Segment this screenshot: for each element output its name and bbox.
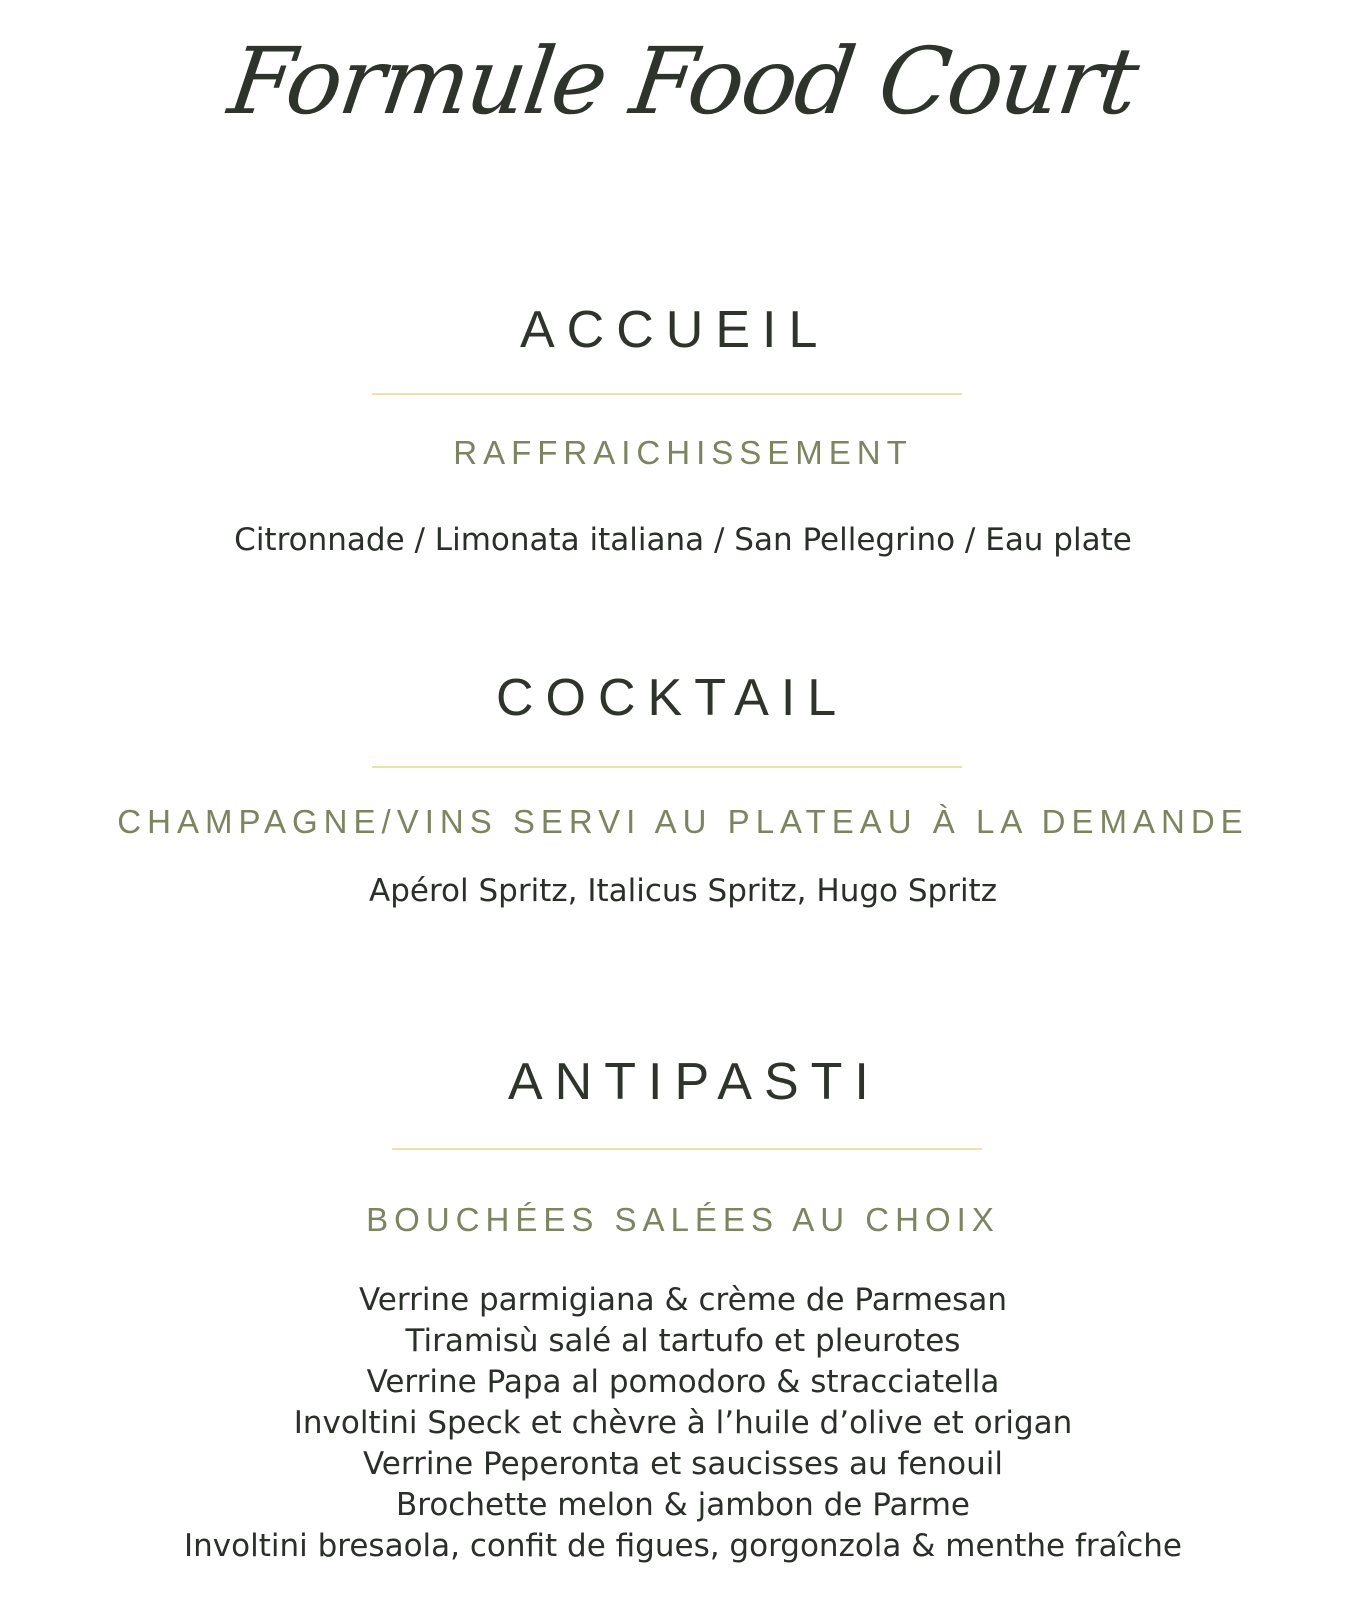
subheading-raffraichissement: RAFFRAICHISSEMENT	[453, 434, 913, 471]
accueil-drinks-text: Citronnade / Limonata italiana / San Pellegrino / Eau plate	[234, 522, 1132, 558]
section-divider-antipasti	[392, 1148, 982, 1150]
antipasti-items-list	[0, 1280, 1366, 1567]
menu-title: Formule Food Court	[222, 28, 1144, 135]
section-heading-accueil: ACCUEIL	[520, 301, 830, 359]
list-item: Involtini bresaola, confit de figues, gorgonzola & menthe fraîche	[184, 1528, 1182, 1564]
list-item: Verrine Papa al pomodoro & stracciatella	[366, 1364, 1000, 1400]
list-item: Verrine Peperonta et saucisses au fenouil	[363, 1446, 1003, 1482]
section-divider-accueil	[372, 393, 962, 395]
section-heading-antipasti: ANTIPASTI	[508, 1053, 881, 1111]
section-heading-cocktail: COCKTAIL	[496, 669, 849, 727]
list-item: Involtini Speck et chèvre à l’huile d’olive et origan	[293, 1405, 1073, 1441]
list-item: Tiramisù salé al tartufo et pleurotes	[405, 1323, 961, 1359]
cocktail-drinks-text: Apérol Spritz, Italicus Spritz, Hugo Spritz	[369, 873, 997, 909]
list-item: Brochette melon & jambon de Parme	[396, 1487, 970, 1523]
section-divider-cocktail	[372, 766, 962, 768]
subheading-champagne-vins: CHAMPAGNE/VINS SERVI AU PLATEAU À LA DEMANDE	[117, 803, 1249, 840]
list-item: Verrine parmigiana & crème de Parmesan	[359, 1282, 1007, 1318]
subheading-bouchees-salees: BOUCHÉES SALÉES AU CHOIX	[366, 1201, 1000, 1238]
